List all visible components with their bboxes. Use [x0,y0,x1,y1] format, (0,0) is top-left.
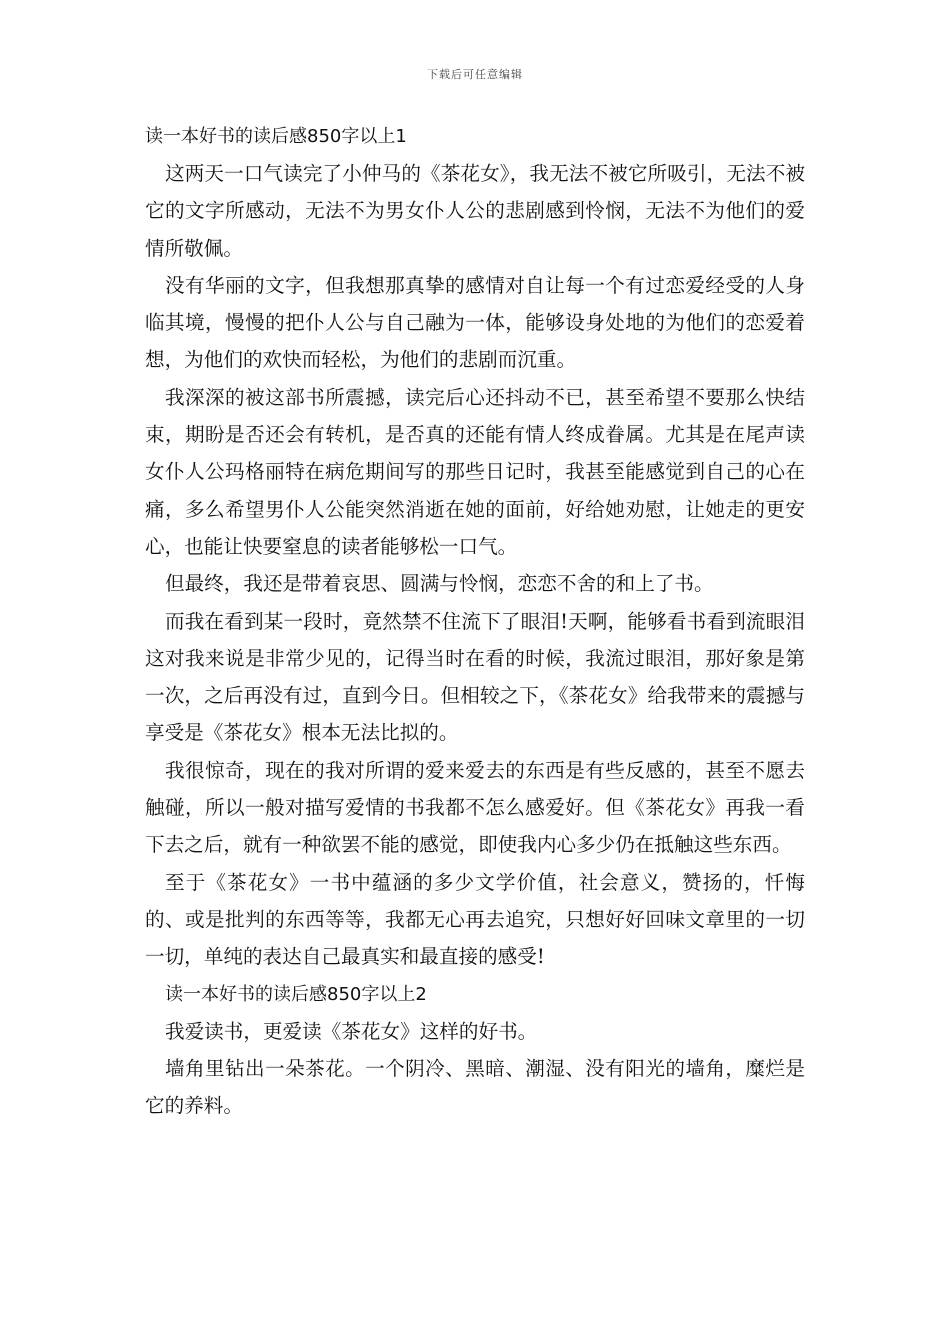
article-heading-1: 读一本好书的读后感850字以上1 [145,126,407,147]
paragraph: 但最终，我还是带着哀思、圆满与怜悯，恋恋不舍的和上了书。 [165,572,714,596]
paragraph: 至于《茶花女》一书中蕴涵的多少文学价值，社会意义，赞扬的，忏悔的、或是批判的东西等等，我都无心再去追究，只想好好回味文章里的一切一切，单纯的表达自己最真实和最直接的感受! [145,870,805,969]
paragraph: 墙角里钻出一朵茶花。一个阴冷、黑暗、潮湿、没有阳光的墙角，糜烂是它的养料。 [145,1056,805,1118]
page-header-note: 下载后可任意编辑 [427,68,523,81]
paragraph: 没有华丽的文字，但我想那真挚的感情对自让每一个有过恋爱经受的人身临其境，慢慢的把仆人公与自己融为一体，能够设身处地的为他们的恋爱着想，为他们的欢快而轻松，为他们的悲剧而沉重。 [145,273,805,372]
paragraph: 我爱读书，更爱读《茶花女》这样的好书。 [165,1019,538,1043]
article-heading-2: 读一本好书的读后感850字以上2 [165,983,427,1005]
paragraph: 而我在看到某一段时，竟然禁不住流下了眼泪!天啊，能够看书看到流眼泪这对我来说是非常少见的，记得当时在看的时候，我流过眼泪，那好象是第一次，之后再没有过，直到今日。但相较之下，《茶花女》给我带来的震撼与享受是《茶花女》根本无法比拟的。 [145,609,805,745]
paragraph: 我深深的被这部书所震撼，读完后心还抖动不已，甚至希望不要那么快结束，期盼是否还会有转机，是否真的还能有情人终成眷属。尤其是在尾声读女仆人公玛格丽特在病危期间写的那些日记时，我甚至能感觉到自己的心在痛，多么希望男仆人公能突然消逝在她的面前，好给她劝慰，让她走的更安心，也能让快要窒息的读者能够松一口气。 [145,385,805,558]
paragraph: 我很惊奇，现在的我对所谓的爱来爱去的东西是有些反感的，甚至不愿去触碰，所以一般对描写爱情的书我都不怎么感爱好。但《茶花女》再我一看下去之后，就有一种欲罢不能的感觉，即使我内心多少仍在抵触这些东西。 [145,758,805,857]
article-body [145,118,805,1124]
paragraph: 这两天一口气读完了小仲马的《茶花女》，我无法不被它所吸引，无法不被它的文字所感动，无法不为男女仆人公的悲剧感到怜悯，无法不为他们的爱情所敬佩。 [145,162,805,260]
